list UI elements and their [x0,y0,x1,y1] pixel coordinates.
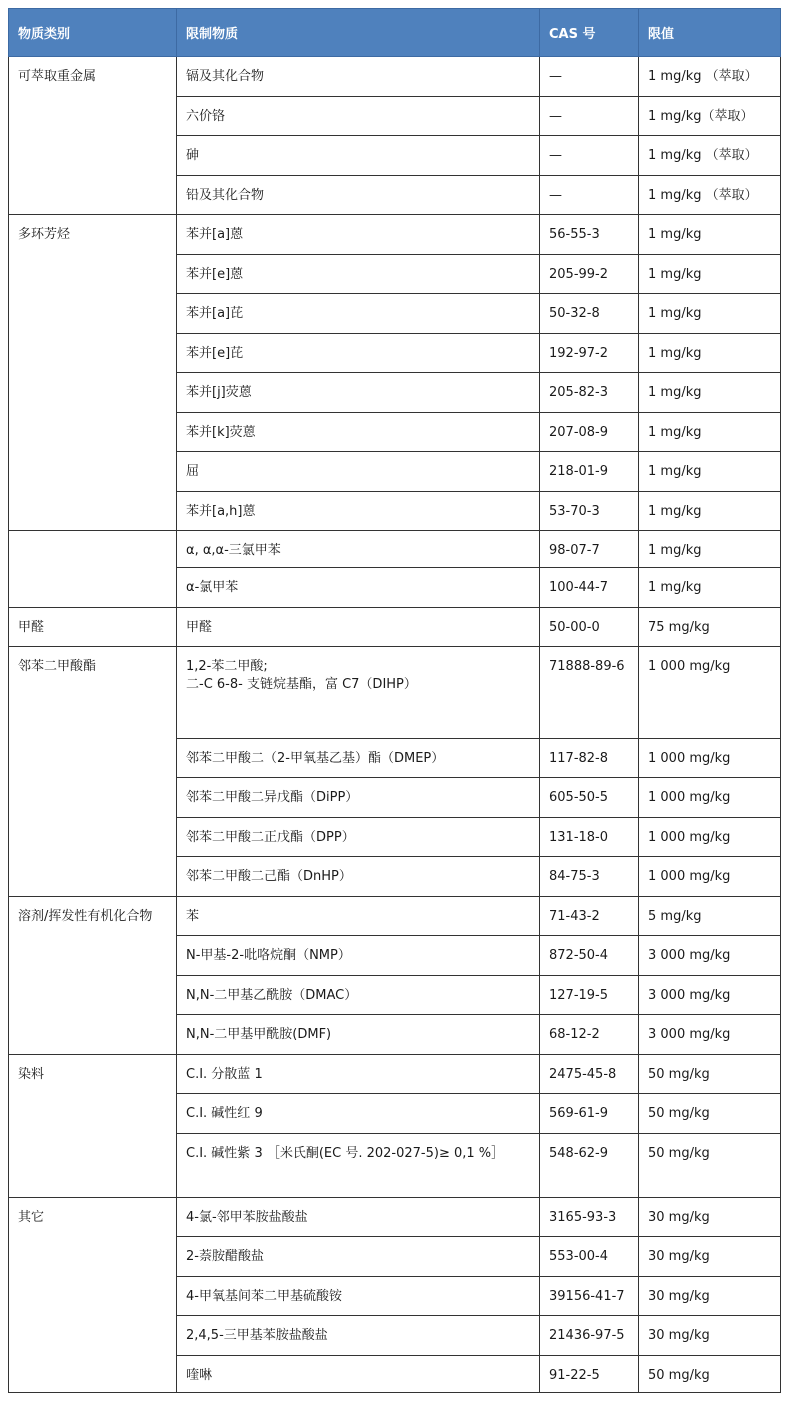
limit-cell: 1 mg/kg [639,492,781,531]
limit-cell: 1 mg/kg [639,413,781,452]
cas-cell: — [540,136,639,176]
substance-cell: 甲醛 [177,608,540,647]
cas-cell: 53-70-3 [540,492,639,531]
table-row [9,215,781,255]
substance-cell: 铅及其化合物 [177,176,540,215]
limit-cell: 50 mg/kg [639,1134,781,1198]
limit-cell: 1 mg/kg （萃取） [639,176,781,215]
cas-cell: 218-01-9 [540,452,639,492]
cas-cell: 84-75-3 [540,857,639,897]
category-cell: 其它 [9,1198,177,1393]
substance-cell: 苯并[a]蒽 [177,215,540,255]
cas-cell: — [540,57,639,97]
table-body [9,57,781,1393]
substance-cell: 砷 [177,136,540,176]
header-row [9,9,781,57]
limit-cell: 1 mg/kg [639,568,781,608]
substance-cell: 喹啉 [177,1356,540,1393]
limit-cell: 3 000 mg/kg [639,1015,781,1055]
limit-cell: 75 mg/kg [639,608,781,647]
limit-cell: 1 mg/kg [639,531,781,568]
cas-cell: 205-82-3 [540,373,639,413]
substance-cell: 4-甲氧基间苯二甲基硫酸铵 [177,1277,540,1316]
cas-cell: — [540,97,639,136]
limit-cell: 1 000 mg/kg [639,778,781,818]
limit-cell: 30 mg/kg [639,1277,781,1316]
cas-cell: 50-00-0 [540,608,639,647]
substance-cell: 屈 [177,452,540,492]
substance-cell: α, α,α-三氯甲苯 [177,531,540,568]
cas-cell: 68-12-2 [540,1015,639,1055]
header-limit: 限值 [639,9,781,57]
cas-cell: 548-62-9 [540,1134,639,1198]
header-category: 物质类别 [9,9,177,57]
substance-cell: N,N-二甲基乙酰胺（DMAC） [177,976,540,1015]
substance-cell: 苯并[a,h]蒽 [177,492,540,531]
restriction-table [8,8,781,1393]
substance-cell: 六价铬 [177,97,540,136]
header-substance: 限制物质 [177,9,540,57]
cas-cell: 872-50-4 [540,936,639,976]
limit-cell: 5 mg/kg [639,897,781,936]
cas-cell: 91-22-5 [540,1356,639,1393]
substance-cell: 2,4,5-三甲基苯胺盐酸盐 [177,1316,540,1356]
substance-cell: 4-氯-邻甲苯胺盐酸盐 [177,1198,540,1237]
category-cell: 可萃取重金属 [9,57,177,215]
limit-cell: 1 000 mg/kg [639,857,781,897]
substance-cell: 苯 [177,897,540,936]
cas-cell: 98-07-7 [540,531,639,568]
cas-cell: 553-00-4 [540,1237,639,1277]
cas-cell: 207-08-9 [540,413,639,452]
table-row [9,647,781,739]
substance-cell: α-氯甲苯 [177,568,540,608]
limit-cell: 3 000 mg/kg [639,936,781,976]
category-cell: 多环芳烃 [9,215,177,531]
cas-cell: 117-82-8 [540,739,639,778]
cas-cell: 131-18-0 [540,818,639,857]
limit-cell: 50 mg/kg [639,1055,781,1094]
cas-cell: 21436-97-5 [540,1316,639,1356]
substance-cell: 苯并[e]芘 [177,334,540,373]
table-row [9,897,781,936]
substance-cell: 邻苯二甲酸二异戊酯（DiPP） [177,778,540,818]
table-row [9,57,781,97]
category-cell: 溶剂/挥发性有机化合物 [9,897,177,1055]
limit-cell: 30 mg/kg [639,1237,781,1277]
substance-cell: N-甲基-2-吡咯烷酮（NMP） [177,936,540,976]
substance-cell: 1,2-苯二甲酸; 二-C 6-8- 支链烷基酯，富 C7（DIHP） [177,647,540,739]
limit-cell: 3 000 mg/kg [639,976,781,1015]
table-header [9,9,781,57]
limit-cell: 1 000 mg/kg [639,739,781,778]
cas-cell: 605-50-5 [540,778,639,818]
substance-cell: 邻苯二甲酸二正戊酯（DPP） [177,818,540,857]
cas-cell: 71888-89-6 [540,647,639,739]
limit-cell: 1 mg/kg [639,373,781,413]
substance-cell: 苯并[j]荧蒽 [177,373,540,413]
substance-cell: 邻苯二甲酸二己酯（DnHP） [177,857,540,897]
table-row [9,531,781,568]
limit-cell: 1 mg/kg [639,255,781,294]
cas-cell: 192-97-2 [540,334,639,373]
substance-cell: N,N-二甲基甲酰胺(DMF) [177,1015,540,1055]
limit-cell: 1 mg/kg [639,452,781,492]
cas-cell: — [540,176,639,215]
table-row [9,1055,781,1094]
substance-cell: C.I. 碱性紫 3 ［米氏酮(EC 号. 202-027-5)≥ 0,1 %］ [177,1134,540,1198]
substance-cell: 苯并[e]蒽 [177,255,540,294]
substance-cell: 2-萘胺醋酸盐 [177,1237,540,1277]
table-row [9,608,781,647]
substance-cell: 镉及其化合物 [177,57,540,97]
limit-cell: 30 mg/kg [639,1198,781,1237]
limit-cell: 1 000 mg/kg [639,818,781,857]
limit-cell: 1 mg/kg（萃取） [639,97,781,136]
substance-cell: C.I. 分散蓝 1 [177,1055,540,1094]
limit-cell: 1 000 mg/kg [639,647,781,739]
cas-cell: 3165-93-3 [540,1198,639,1237]
cas-cell: 56-55-3 [540,215,639,255]
table-row [9,1198,781,1237]
cas-cell: 2475-45-8 [540,1055,639,1094]
substance-cell: 苯并[a]芘 [177,294,540,334]
category-cell [9,531,177,608]
limit-cell: 1 mg/kg （萃取） [639,57,781,97]
cas-cell: 71-43-2 [540,897,639,936]
cas-cell: 127-19-5 [540,976,639,1015]
category-cell: 甲醛 [9,608,177,647]
limit-cell: 1 mg/kg [639,294,781,334]
header-cas: CAS 号 [540,9,639,57]
limit-cell: 30 mg/kg [639,1316,781,1356]
cas-cell: 50-32-8 [540,294,639,334]
substance-cell: 邻苯二甲酸二（2-甲氧基乙基）酯（DMEP） [177,739,540,778]
limit-cell: 1 mg/kg [639,334,781,373]
limit-cell: 50 mg/kg [639,1356,781,1393]
cas-cell: 205-99-2 [540,255,639,294]
category-cell: 染料 [9,1055,177,1198]
cas-cell: 39156-41-7 [540,1277,639,1316]
cas-cell: 569-61-9 [540,1094,639,1134]
substance-cell: 苯并[k]荧蒽 [177,413,540,452]
limit-cell: 50 mg/kg [639,1094,781,1134]
category-cell: 邻苯二甲酸酯 [9,647,177,897]
limit-cell: 1 mg/kg （萃取） [639,136,781,176]
substance-cell: C.I. 碱性红 9 [177,1094,540,1134]
cas-cell: 100-44-7 [540,568,639,608]
limit-cell: 1 mg/kg [639,215,781,255]
